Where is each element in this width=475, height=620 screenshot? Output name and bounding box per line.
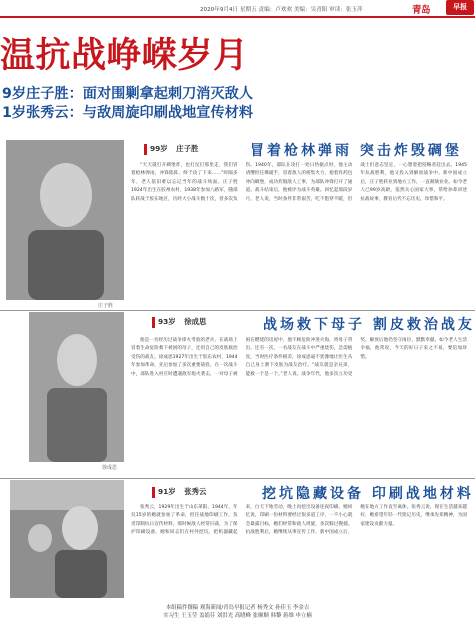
brand-seal: 早报 bbox=[446, 0, 474, 15]
veteran-portrait-icon bbox=[6, 140, 124, 300]
name-label: 庄子胜 bbox=[176, 144, 199, 153]
age-label: 91岁 bbox=[158, 487, 176, 496]
section-divider bbox=[0, 310, 475, 311]
section-headline-1: 冒着枪林弹雨 突击炸毁碉堡 bbox=[250, 143, 462, 159]
section-divider bbox=[0, 478, 475, 479]
age-label: 99岁 bbox=[150, 144, 168, 153]
age-name-tag-1 bbox=[150, 143, 198, 156]
masthead-rule bbox=[0, 16, 475, 18]
newspaper-logo bbox=[412, 0, 475, 16]
veteran-portrait-icon bbox=[29, 312, 124, 462]
subheadline-1: 9岁庄子胜：面对围剿拿起刺刀消灭敌人 bbox=[2, 86, 254, 102]
tag-bar bbox=[152, 317, 155, 328]
portrait-photo-3 bbox=[10, 480, 124, 598]
section-headline-3: 挖坑隐藏设备 印刷战地材料 bbox=[262, 486, 474, 502]
portrait-photo-1 bbox=[6, 140, 124, 300]
article-body-3: 张秀云，1929年出生于山东莱阳，1944年，年仅15岁的她就参加了革命，担任战地印刷工作，负责印制抗日宣传材料。那时候敌人经常扫荡，为了保护印刷设备，她和同志们在村外挖坑，把机器藏起来，白天下地劳动，晚上再挖出设备连夜印刷。她回忆说，印刷一份材料要经过很多道工序，一不小心就会暴露目标，她们经常和敌人周旋，多次躲过搜捕。抗战胜利后，她继续从事宣传工作，新中国成立后，她在地方工作直至离休。张秀云说，现在生活越来越好，她希望年轻一代铭记历史，继承先辈精神，为国家建设贡献力量。 bbox=[131, 505, 467, 536]
veteran-portrait-icon bbox=[10, 480, 124, 598]
article-body-1: “天天就打开碉堡炸，也打仗打那里走，我们冒着枪林弹雨，冲锋陷阵，终于攻了下来……”时隔多年，老人依旧难以忘记当年的战斗场面。庄子胜1924年出生在胶州农村，1938年参加八路军，随部队转战于胶东地区，历经大小战斗数十次，曾多次负伤。1940年，部队在攻打一处日伪据点时，他主动请缨担任爆破手，冒着敌人的密集火力，抱着炸药包冲向碉堡，成功炸毁敌人工事，为部队冲锋打开了通道。战斗结束后，他被评为战斗英雄。回忆起那段岁月，老人说，当时条件非常艰苦，吃不饱穿不暖，但战士们意志坚定，一心想着把侵略者赶出去。1945年抗战胜利，他又投入到解放战争中。新中国成立后，庄子胜转业到地方工作，一直兢兢业业。如今老人已99岁高龄，依然关心国家大事，常给孙辈讲述抗战故事，教育后代不忘历史、珍惜和平。 bbox=[131, 163, 467, 202]
photo-caption-1: 庄子胜 bbox=[98, 303, 114, 309]
age-name-tag-3 bbox=[158, 486, 206, 499]
tag-bar bbox=[144, 144, 147, 155]
page-headline: 温抗战峥嵘岁月 bbox=[0, 36, 249, 76]
photo-caption-2: 徐成思 bbox=[102, 465, 118, 471]
name-label: 张秀云 bbox=[184, 487, 207, 496]
section-headline-2: 战场救下母子 割皮救治战友 bbox=[263, 317, 475, 333]
portrait-photo-2 bbox=[29, 312, 124, 462]
credit-line-2: 实习生 王玉莹 盖娟芬 刘洪光 高晓峰 张顺顺 韩黎 蒋维 申立楠 bbox=[163, 613, 312, 619]
name-label: 徐成思 bbox=[184, 317, 207, 326]
brand-name: 青岛 bbox=[412, 5, 431, 16]
credit-line-1: 本组稿件撰稿 观海新闻/青岛早报记者 杨秀文 孙佳玉 李金吉 bbox=[165, 605, 310, 611]
date-line: 2020年9月4日 星期五 责编：卢欢欢 美编：吴青阳 审读：张玉萍 bbox=[200, 7, 363, 13]
masthead-bar bbox=[0, 0, 475, 16]
article-body-2: 他是一名经历过战争烽火考验的老兵，在战场上冒着生命危险救下被困的母子，还用自己的皮肤救治受伤的战友。徐成思1927年出生于胶东农村，1944年参加革命，先后参加了多次重要战役。在一次战斗中，部队进入村庄时遭遇敌军炮火袭击，一对母子被困在燃烧的房屋中，他不顾危险冲进火海，将母子背出。还有一次，一名战友在战斗中严重烧伤，急需植皮，当时医疗条件极差，徐成思毫不犹豫地让医生从自己身上割下皮肤为战友治疗。“战友就是亲兄弟，能救一个是一个。”老人说。战争年代，他多次立功受奖。解放后他仍坚守岗位，默默奉献。如今老人生活幸福，他常说，今天的好日子来之不易，要倍加珍惜。 bbox=[131, 338, 467, 377]
tag-bar bbox=[152, 487, 155, 498]
age-label: 93岁 bbox=[158, 317, 176, 326]
age-name-tag-2 bbox=[158, 316, 206, 329]
subheadline-2: 1岁张秀云：与敌周旋印刷战地宣传材料 bbox=[2, 105, 254, 121]
